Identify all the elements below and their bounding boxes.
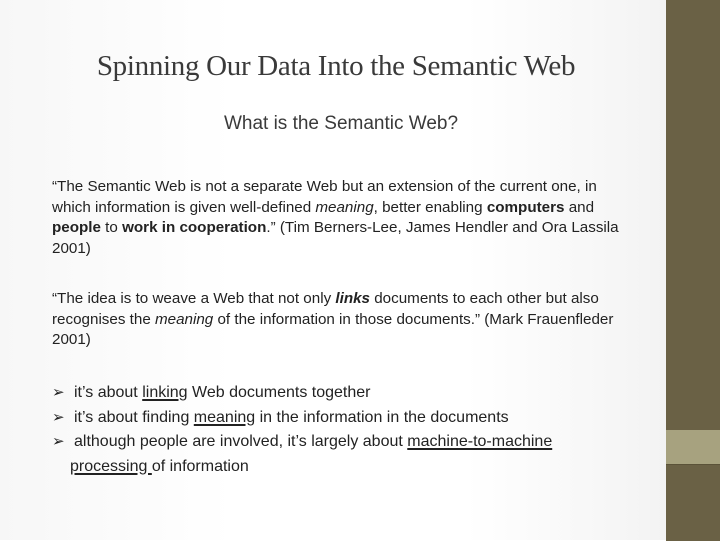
arrow-bullet-icon: ➢	[52, 408, 65, 426]
list-item	[52, 406, 642, 431]
quote-text: , better enabling	[373, 198, 487, 216]
bullet-text: Web documents together	[187, 384, 371, 401]
list-item	[52, 381, 642, 406]
quote-text: .” (Tim Berners-Lee, James Hendler and Ora Lassila 2001)	[52, 219, 619, 257]
quote-frauenfleder	[52, 289, 637, 351]
bullet-text: of information	[151, 457, 249, 475]
underlined-linking: linking	[142, 384, 188, 401]
emphasis-work-in-cooperation: work in cooperation	[122, 219, 267, 236]
list-item	[52, 430, 642, 479]
decorative-sidebar-band	[666, 430, 720, 464]
decorative-sidebar-band	[666, 464, 720, 541]
underlined-meaning: meaning	[193, 408, 256, 426]
underlined-machine-to-machine: machine-to-machine	[407, 433, 553, 450]
quote-text: documents to each other but also recognises the	[52, 290, 599, 328]
bullet-text: it’s about	[74, 384, 143, 401]
quote-berners-lee	[52, 177, 637, 259]
bullet-text: in the information in the documents	[255, 408, 509, 426]
bullet-text: it’s about finding	[74, 408, 194, 426]
arrow-bullet-icon: ➢	[52, 433, 65, 450]
emphasis-meaning: meaning	[315, 198, 374, 216]
slide-subtitle: What is the Semantic Web?	[223, 113, 459, 134]
quote-text: “The idea is to weave a Web that not only	[52, 290, 336, 307]
quote-text: of the information in those documents.” (Mark Frauenfleder 2001)	[52, 310, 614, 348]
quote-text: and	[564, 198, 595, 216]
emphasis-links: links	[335, 290, 371, 307]
underlined-processing: processing	[70, 457, 152, 475]
emphasis-computers: computers	[486, 198, 565, 216]
slide-title: Spinning Our Data Into the Semantic Web	[96, 50, 576, 82]
bullet-list	[52, 381, 642, 479]
bullet-text: although people are involved, it’s largely about	[74, 433, 408, 450]
emphasis-meaning: meaning	[155, 310, 214, 328]
quote-text: “The Semantic Web is not a separate Web but an extension of the current one, in which information is given well-defined	[52, 178, 597, 216]
emphasis-people: people	[52, 219, 101, 236]
quote-text: to	[100, 219, 123, 236]
arrow-bullet-icon: ➢	[52, 384, 65, 401]
